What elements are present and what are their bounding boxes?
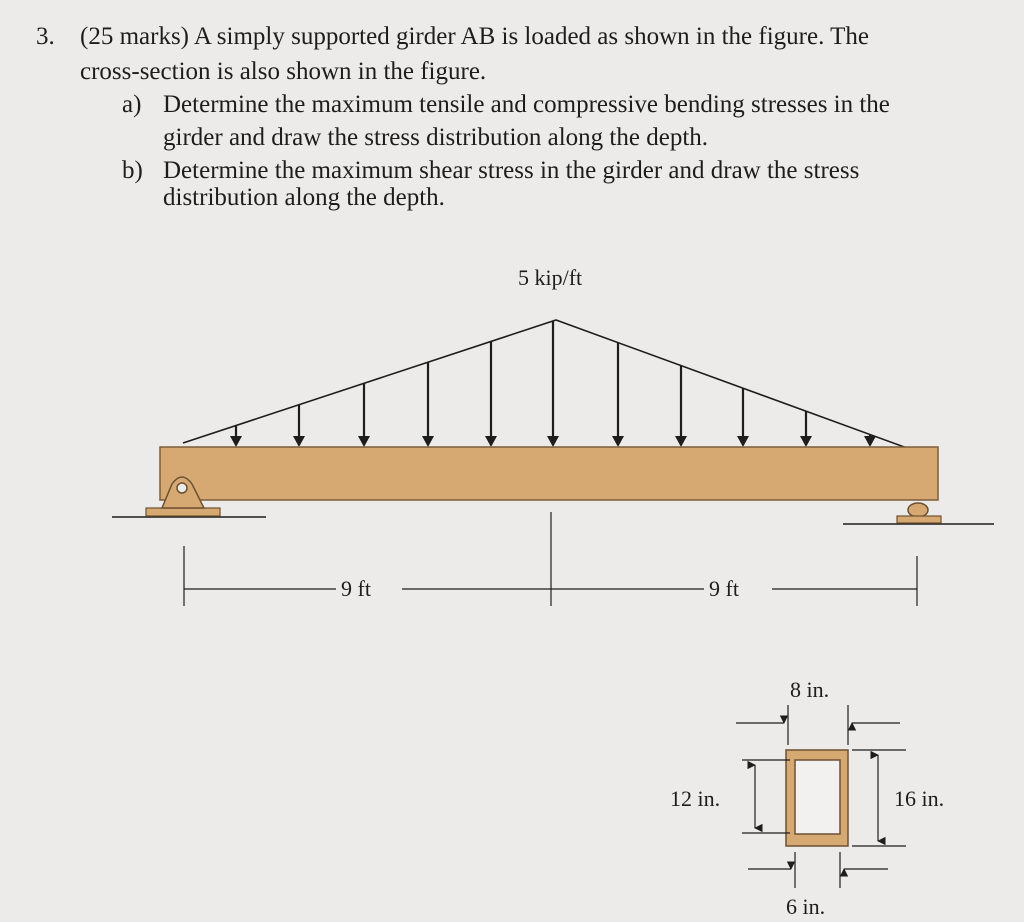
part-b-line1: Determine the maximum shear stress in the girder and draw the stress <box>163 157 860 184</box>
problem-stem-line1: (25 marks) A simply supported girder AB is loaded as shown in the figure. The <box>80 23 870 50</box>
load-arrow-head <box>230 436 242 447</box>
load-arrow-head <box>675 436 687 447</box>
load-label: 5 kip/ft <box>518 265 583 290</box>
part-a-line1: Determine the maximum tensile and compressive bending stresses in the <box>163 91 890 118</box>
load-arrow-head <box>800 436 812 447</box>
problem-number: 3. <box>36 23 55 50</box>
inner-height-label: 12 in. <box>670 786 721 811</box>
load-envelope <box>183 320 918 452</box>
cross-section <box>670 677 944 919</box>
load-arrow-head <box>422 436 434 447</box>
part-a-label: a) <box>122 91 142 118</box>
load-arrows <box>230 321 876 447</box>
part-b-line2: distribution along the depth. <box>163 184 445 211</box>
load-arrow-head <box>547 436 559 447</box>
problem-stem-line2: cross-section is also shown in the figure. <box>80 58 487 85</box>
outer-width-label: 8 in. <box>790 677 830 702</box>
part-b-label: b) <box>122 157 143 184</box>
inner-width-label: 6 in. <box>786 894 826 919</box>
span-right-label: 9 ft <box>709 576 739 601</box>
span-left-label: 9 ft <box>341 576 371 601</box>
load-arrow-head <box>864 436 876 447</box>
box-section-inner <box>795 760 840 834</box>
load-arrow-head <box>293 436 305 447</box>
outer-height-label: 16 in. <box>894 786 945 811</box>
load-arrow-head <box>737 436 749 447</box>
girder-beam <box>160 447 938 500</box>
part-a-line2: girder and draw the stress distribution along the depth. <box>163 124 709 151</box>
load-arrow-head <box>485 436 497 447</box>
load-arrow-head <box>612 436 624 447</box>
load-arrow-head <box>358 436 370 447</box>
roller-support-icon <box>897 503 941 523</box>
